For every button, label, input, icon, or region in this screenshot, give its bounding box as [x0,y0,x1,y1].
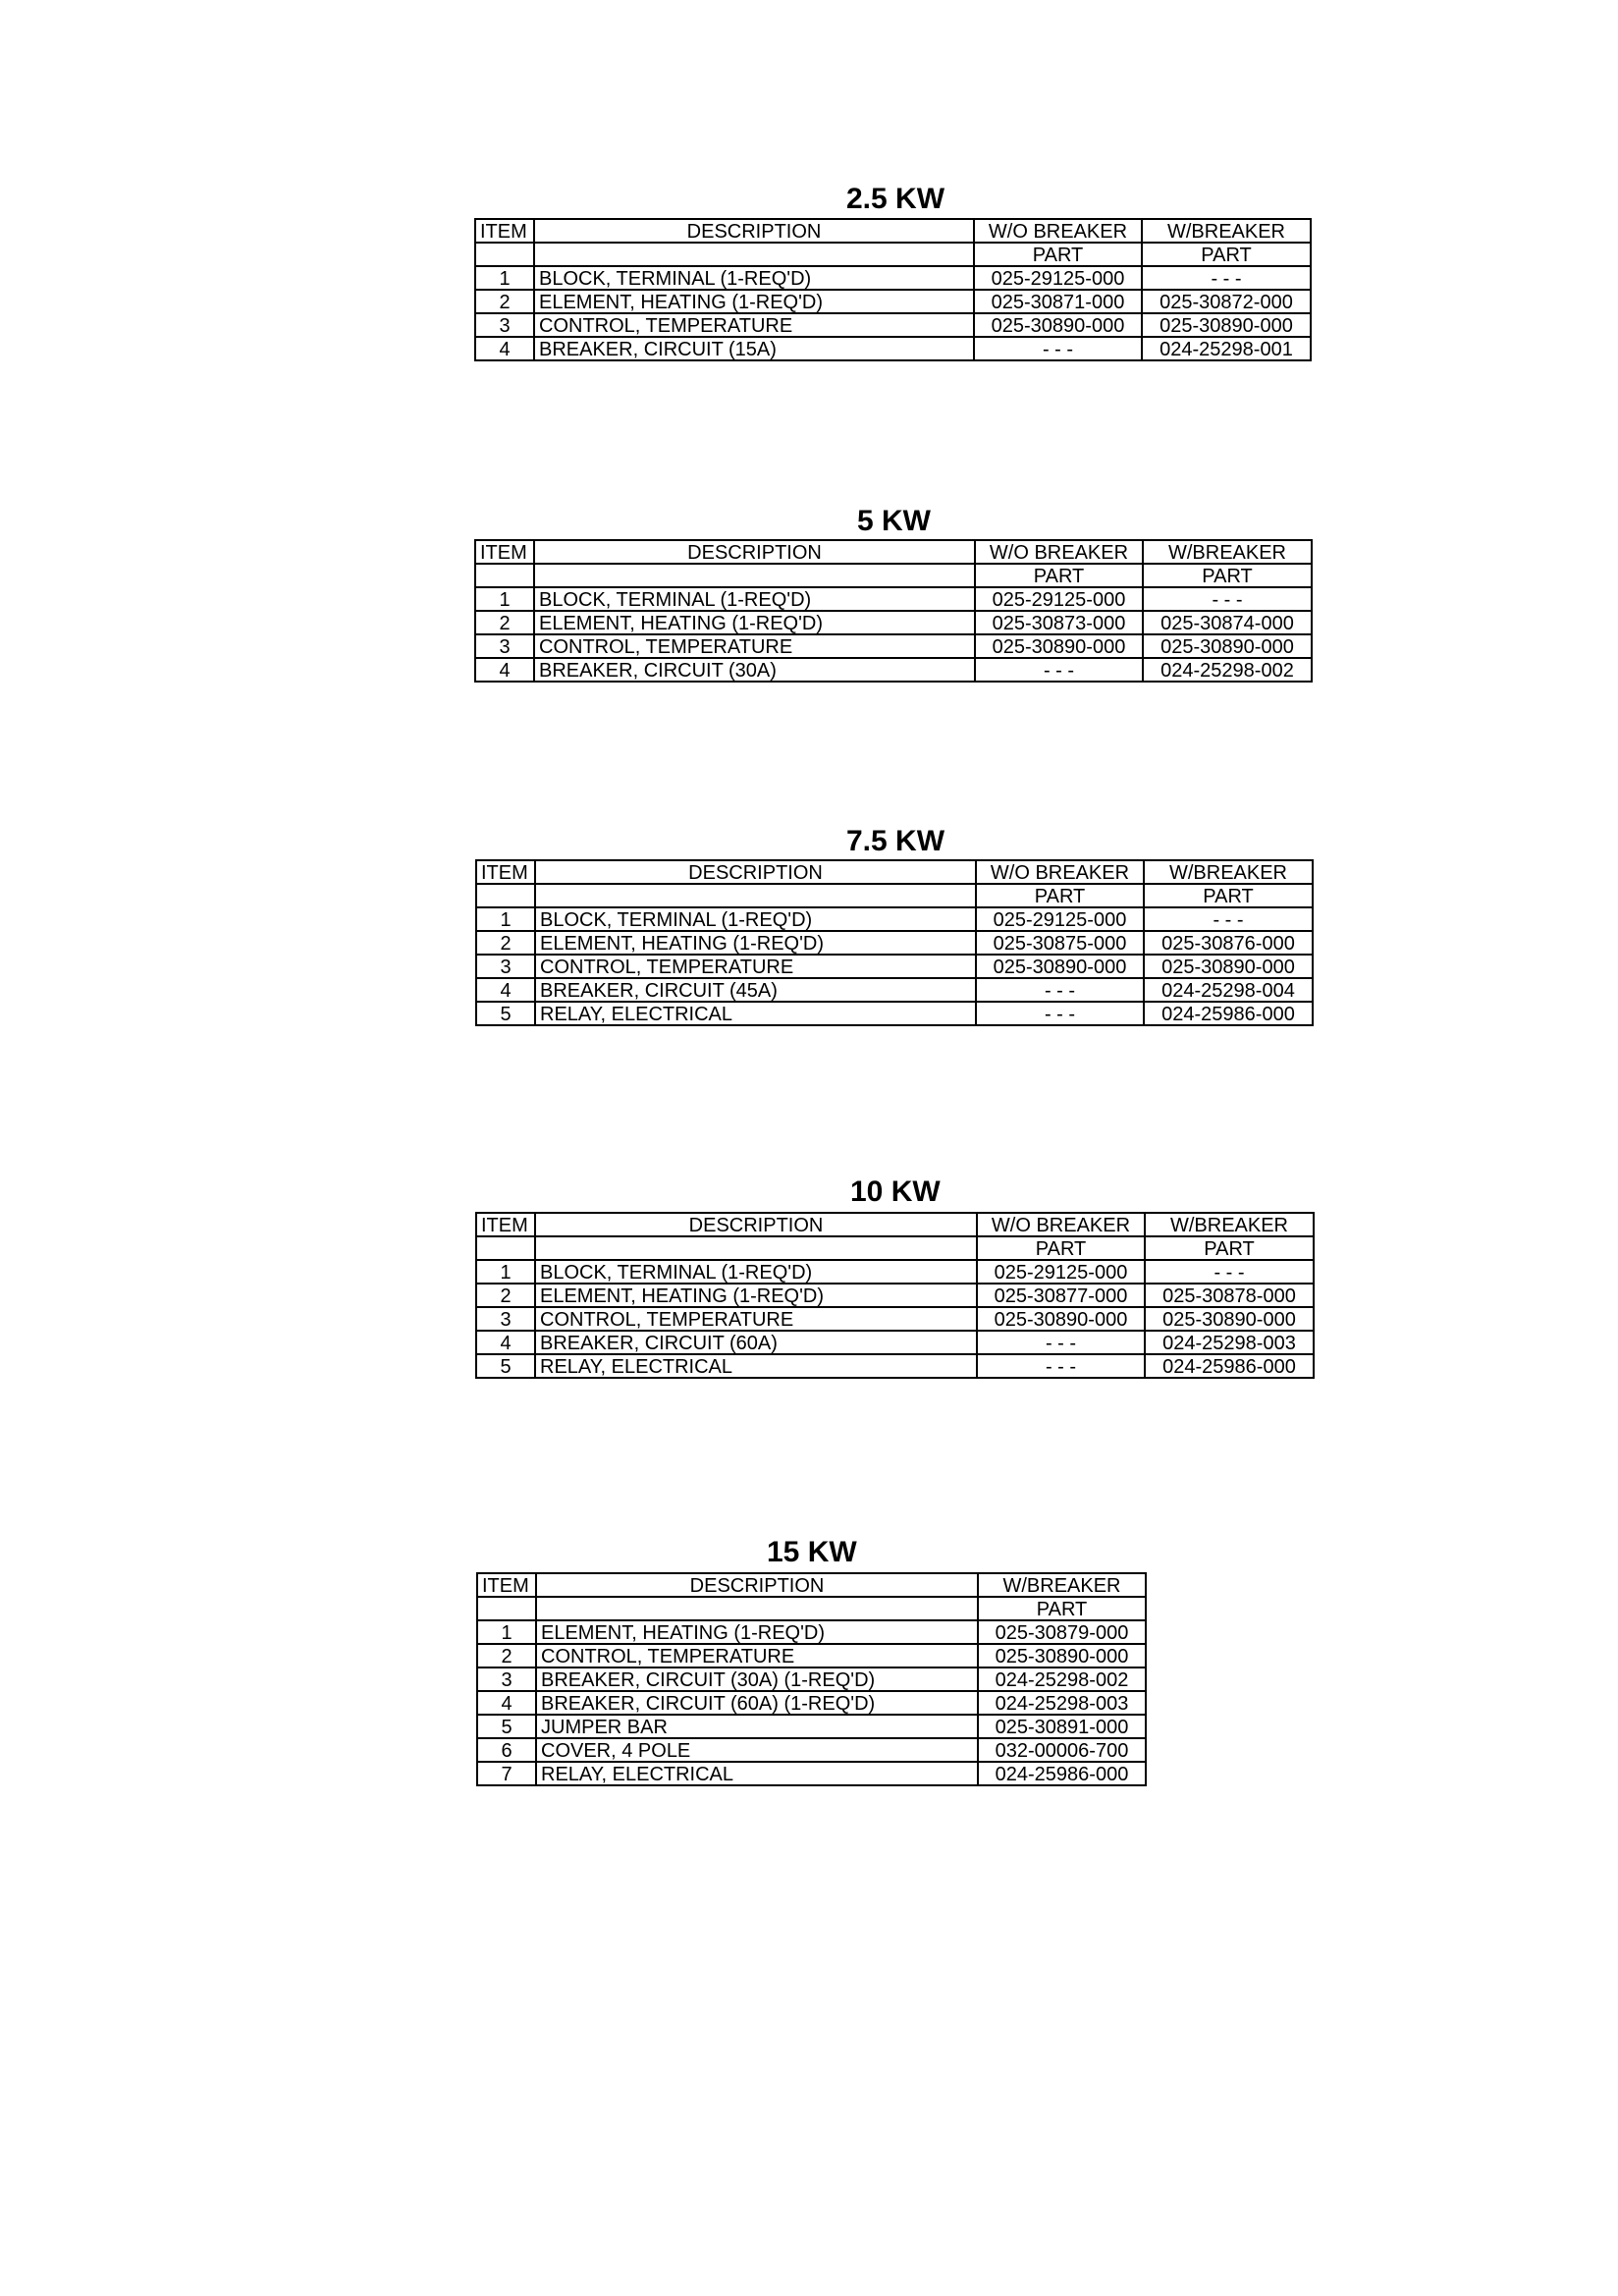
item-description: RELAY, ELECTRICAL [535,1354,977,1378]
item-number: 4 [477,1691,536,1715]
header-w-part: PART [1144,884,1313,907]
part-wo-breaker: 025-30877-000 [977,1284,1145,1307]
table-subheader-row [477,1597,1146,1620]
empty-cell [534,243,974,266]
item-description: CONTROL, TEMPERATURE [535,955,976,978]
header-wo-breaker: W/O BREAKER [974,219,1142,243]
item-description: BREAKER, CIRCUIT (60A) (1-REQ'D) [536,1691,978,1715]
part-w-breaker: 032-00006-700 [978,1738,1146,1762]
part-wo-breaker: 025-29125-000 [974,266,1142,290]
header-wo-part: PART [976,884,1144,907]
part-w-breaker: 025-30890-000 [978,1644,1146,1667]
table-row [475,634,1312,658]
table-row [476,955,1313,978]
part-w-breaker: 025-30890-000 [1145,1307,1314,1331]
item-description: CONTROL, TEMPERATURE [534,634,975,658]
item-number: 3 [475,313,534,337]
table-title-10kw: 10 KW [850,1175,941,1208]
header-wo-breaker: W/O BREAKER [975,540,1143,564]
part-wo-breaker: - - - [976,978,1144,1002]
table-row [475,658,1312,682]
item-description: ELEMENT, HEATING (1-REQ'D) [536,1620,978,1644]
table-row [475,337,1311,360]
item-number: 3 [476,955,535,978]
part-w-breaker: 025-30890-000 [1142,313,1311,337]
empty-cell [475,243,534,266]
part-wo-breaker: 025-30890-000 [975,634,1143,658]
item-description: JUMPER BAR [536,1715,978,1738]
table-row [477,1762,1146,1785]
item-number: 1 [475,266,534,290]
table-subheader-row [476,1236,1314,1260]
item-description: BREAKER, CIRCUIT (30A) [534,658,975,682]
part-w-breaker: 025-30876-000 [1144,931,1313,955]
part-wo-breaker: 025-30875-000 [976,931,1144,955]
part-w-breaker: 024-25986-000 [978,1762,1146,1785]
part-wo-breaker: - - - [974,337,1142,360]
parts-table-7-5kw [475,859,1314,1026]
item-description: ELEMENT, HEATING (1-REQ'D) [534,611,975,634]
empty-cell [476,1236,535,1260]
item-number: 2 [476,931,535,955]
part-w-breaker: - - - [1143,587,1312,611]
part-wo-breaker: 025-30890-000 [974,313,1142,337]
item-number: 4 [475,658,534,682]
item-number: 4 [476,978,535,1002]
table-row [477,1644,1146,1667]
part-w-breaker: 024-25298-002 [1143,658,1312,682]
item-number: 3 [476,1307,535,1331]
item-description: ELEMENT, HEATING (1-REQ'D) [534,290,974,313]
header-w-part: PART [978,1597,1146,1620]
empty-cell [476,884,535,907]
table-subheader-row [475,564,1312,587]
header-w-breaker: W/BREAKER [1143,540,1312,564]
item-description: BREAKER, CIRCUIT (60A) [535,1331,977,1354]
table-subheader-row [476,884,1313,907]
table-row [476,1307,1314,1331]
item-description: CONTROL, TEMPERATURE [535,1307,977,1331]
header-w-breaker: W/BREAKER [978,1573,1146,1597]
table-row [475,611,1312,634]
table-row [476,1331,1314,1354]
header-wo-part: PART [977,1236,1145,1260]
table-row [477,1667,1146,1691]
table-row [476,931,1313,955]
table-subheader-row [475,243,1311,266]
part-wo-breaker: 025-30890-000 [977,1307,1145,1331]
table-title-15kw: 15 KW [767,1536,857,1568]
header-item: ITEM [475,219,534,243]
header-wo-breaker: W/O BREAKER [977,1213,1145,1236]
table-row [477,1620,1146,1644]
item-description: BLOCK, TERMINAL (1-REQ'D) [535,907,976,931]
table-row [476,1260,1314,1284]
header-description: DESCRIPTION [535,1213,977,1236]
item-description: BLOCK, TERMINAL (1-REQ'D) [534,587,975,611]
item-description: BLOCK, TERMINAL (1-REQ'D) [535,1260,977,1284]
table-row [475,266,1311,290]
part-w-breaker: 024-25298-001 [1142,337,1311,360]
part-w-breaker: 025-30890-000 [1143,634,1312,658]
empty-cell [534,564,975,587]
part-w-breaker: 024-25986-000 [1144,1002,1313,1025]
part-wo-breaker: - - - [976,1002,1144,1025]
table-row [476,1002,1313,1025]
item-description: BREAKER, CIRCUIT (45A) [535,978,976,1002]
item-number: 5 [477,1715,536,1738]
item-number: 4 [475,337,534,360]
item-number: 4 [476,1331,535,1354]
table-header-row [476,860,1313,884]
table-row [476,907,1313,931]
header-wo-part: PART [975,564,1143,587]
header-item: ITEM [475,540,534,564]
part-wo-breaker: 025-30873-000 [975,611,1143,634]
header-description: DESCRIPTION [535,860,976,884]
item-number: 2 [476,1284,535,1307]
table-row [477,1691,1146,1715]
header-description: DESCRIPTION [534,540,975,564]
part-w-breaker: 024-25986-000 [1145,1354,1314,1378]
table-title-5kw: 5 KW [857,505,931,537]
item-description: BREAKER, CIRCUIT (30A) (1-REQ'D) [536,1667,978,1691]
item-number: 1 [475,587,534,611]
part-wo-breaker: 025-29125-000 [977,1260,1145,1284]
empty-cell [535,1236,977,1260]
parts-table-5kw [474,539,1313,683]
part-w-breaker: 025-30891-000 [978,1715,1146,1738]
parts-table-2-5kw [474,218,1312,361]
item-number: 7 [477,1762,536,1785]
part-wo-breaker: - - - [977,1354,1145,1378]
table-header-row [475,219,1311,243]
part-w-breaker: 025-30872-000 [1142,290,1311,313]
table-title-2-5kw: 2.5 KW [846,183,945,215]
part-wo-breaker: - - - [975,658,1143,682]
part-w-breaker: 025-30874-000 [1143,611,1312,634]
table-row [475,313,1311,337]
header-w-breaker: W/BREAKER [1142,219,1311,243]
parts-table-15kw [476,1572,1147,1786]
item-description: ELEMENT, HEATING (1-REQ'D) [535,931,976,955]
part-wo-breaker: 025-29125-000 [975,587,1143,611]
item-number: 1 [476,1260,535,1284]
item-description: BLOCK, TERMINAL (1-REQ'D) [534,266,974,290]
table-header-row [475,540,1312,564]
parts-table-10kw [475,1212,1315,1379]
header-description: DESCRIPTION [536,1573,978,1597]
header-w-part: PART [1143,564,1312,587]
part-wo-breaker: 025-29125-000 [976,907,1144,931]
header-item: ITEM [476,860,535,884]
table-row [476,1284,1314,1307]
header-w-part: PART [1142,243,1311,266]
empty-cell [535,884,976,907]
header-wo-part: PART [974,243,1142,266]
item-number: 3 [475,634,534,658]
table-row [475,290,1311,313]
part-wo-breaker: 025-30890-000 [976,955,1144,978]
item-number: 5 [476,1354,535,1378]
header-w-breaker: W/BREAKER [1144,860,1313,884]
empty-cell [477,1597,536,1620]
part-w-breaker: 025-30890-000 [1144,955,1313,978]
header-wo-breaker: W/O BREAKER [976,860,1144,884]
item-number: 1 [477,1620,536,1644]
part-w-breaker: 025-30878-000 [1145,1284,1314,1307]
table-row [475,587,1312,611]
item-description: RELAY, ELECTRICAL [535,1002,976,1025]
item-number: 2 [477,1644,536,1667]
header-w-breaker: W/BREAKER [1145,1213,1314,1236]
part-w-breaker: 024-25298-003 [978,1691,1146,1715]
table-title-7-5kw: 7.5 KW [846,825,945,857]
table-header-row [476,1213,1314,1236]
header-w-part: PART [1145,1236,1314,1260]
part-w-breaker: 024-25298-002 [978,1667,1146,1691]
item-description: CONTROL, TEMPERATURE [536,1644,978,1667]
part-w-breaker: 024-25298-003 [1145,1331,1314,1354]
part-wo-breaker: - - - [977,1331,1145,1354]
item-description: COVER, 4 POLE [536,1738,978,1762]
item-number: 5 [476,1002,535,1025]
part-w-breaker: - - - [1142,266,1311,290]
item-number: 2 [475,290,534,313]
empty-cell [536,1597,978,1620]
part-w-breaker: 024-25298-004 [1144,978,1313,1002]
item-number: 6 [477,1738,536,1762]
item-description: RELAY, ELECTRICAL [536,1762,978,1785]
table-header-row [477,1573,1146,1597]
part-w-breaker: - - - [1144,907,1313,931]
part-w-breaker: - - - [1145,1260,1314,1284]
part-w-breaker: 025-30879-000 [978,1620,1146,1644]
empty-cell [475,564,534,587]
header-item: ITEM [476,1213,535,1236]
item-number: 1 [476,907,535,931]
part-wo-breaker: 025-30871-000 [974,290,1142,313]
table-row [476,978,1313,1002]
item-description: CONTROL, TEMPERATURE [534,313,974,337]
item-description: BREAKER, CIRCUIT (15A) [534,337,974,360]
header-description: DESCRIPTION [534,219,974,243]
item-number: 2 [475,611,534,634]
table-row [477,1738,1146,1762]
item-description: ELEMENT, HEATING (1-REQ'D) [535,1284,977,1307]
table-row [476,1354,1314,1378]
table-row [477,1715,1146,1738]
header-item: ITEM [477,1573,536,1597]
item-number: 3 [477,1667,536,1691]
